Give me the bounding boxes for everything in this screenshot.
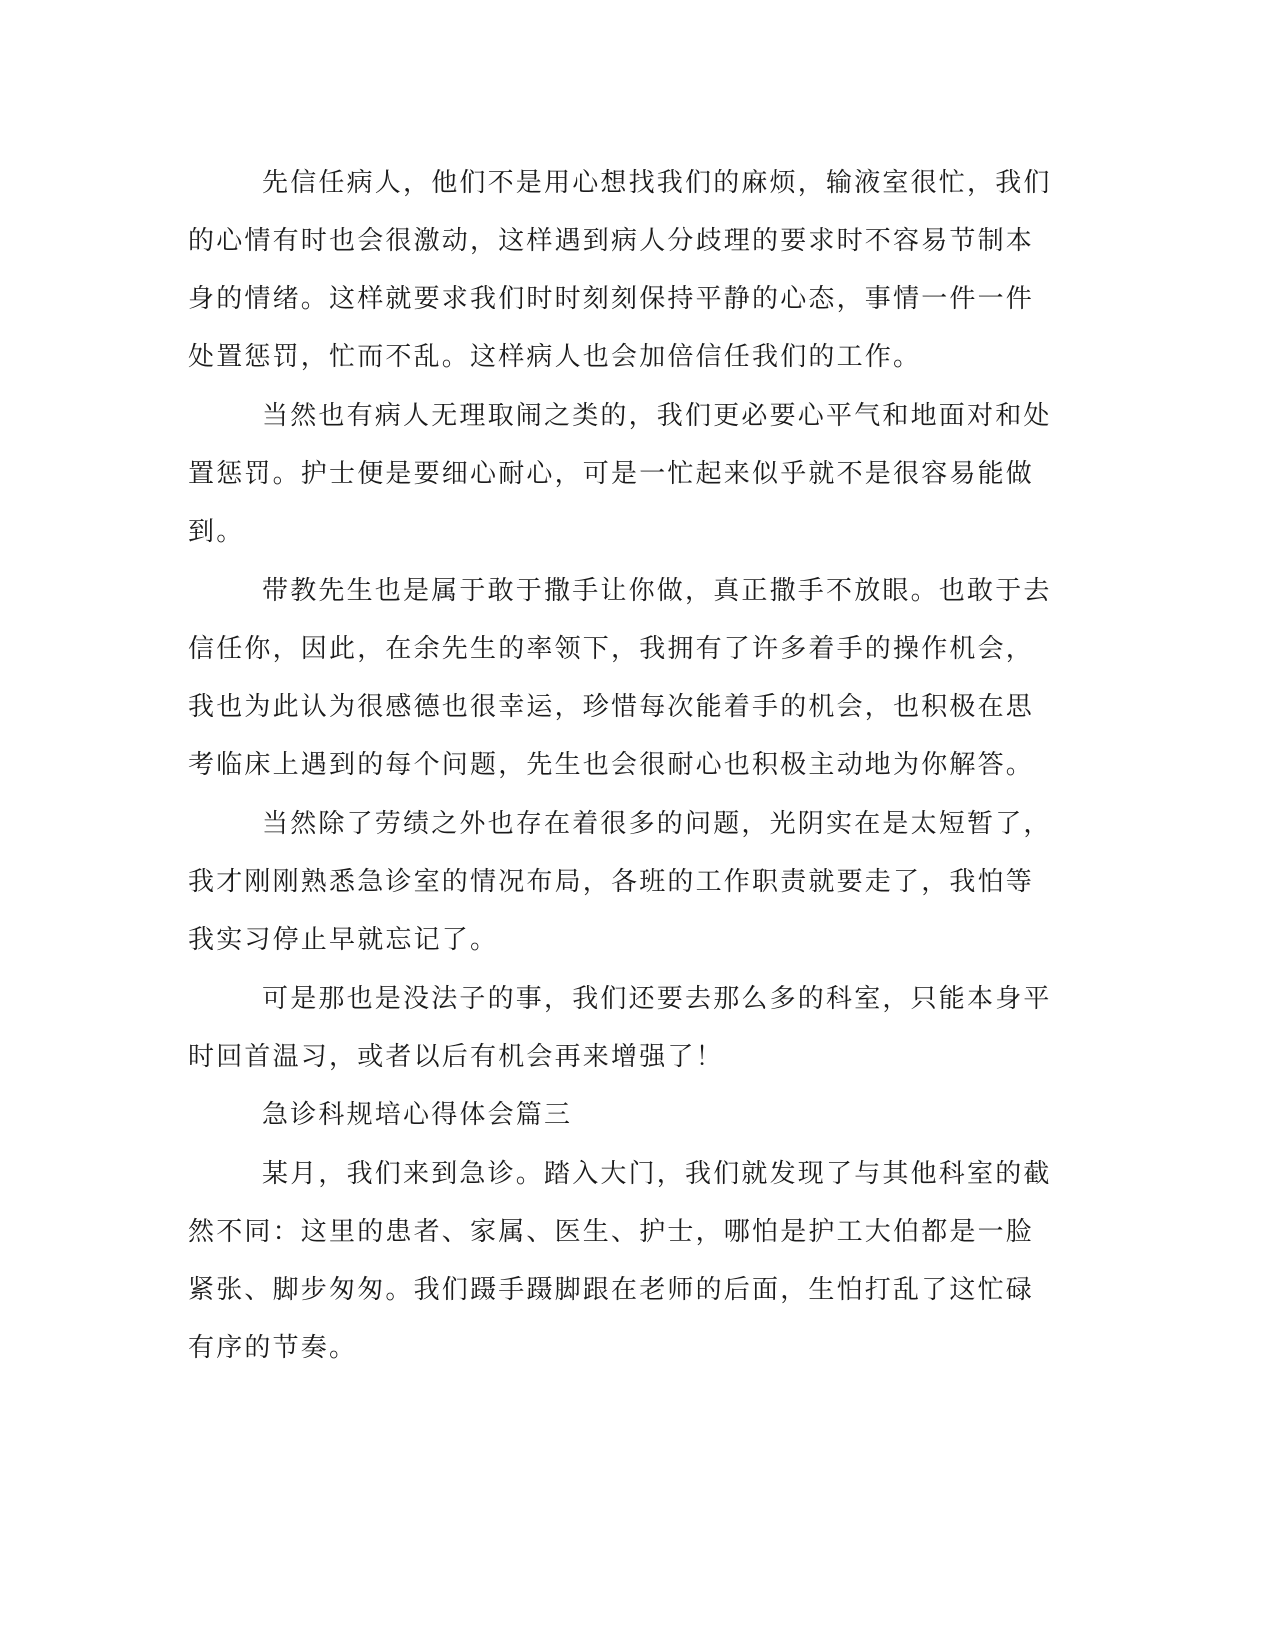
text-line: 然不同：这里的患者、家属、医生、护士，哪怕是护工大伯都是一脸	[188, 1217, 1035, 1247]
text-line: 身的情绪。这样就要求我们时时刻刻保持平静的心态，事情一件一件	[188, 284, 1035, 314]
text-line: 紧张、脚步匆匆。我们蹑手蹑脚跟在老师的后面，生怕打乱了这忙碌	[188, 1275, 1035, 1305]
text-line: 考临床上遇到的每个问题，先生也会很耐心也积极主动地为你解答。	[188, 750, 1035, 780]
text-line: 到。	[188, 517, 245, 547]
section-heading: 急诊科规培心得体会篇三	[262, 1100, 573, 1130]
text-line: 可是那也是没法子的事，我们还要去那么多的科室，只能本身平	[262, 984, 1052, 1014]
text-line: 我也为此认为很感德也很幸运，珍惜每次能着手的机会，也积极在思	[188, 692, 1035, 722]
text-line: 我才刚刚熟悉急诊室的情况布局，各班的工作职责就要走了，我怕等	[188, 867, 1035, 897]
text-line: 当然也有病人无理取闹之类的，我们更必要心平气和地面对和处	[262, 401, 1052, 431]
text-line: 先信任病人，他们不是用心想找我们的麻烦，输液室很忙，我们	[262, 168, 1052, 198]
text-line: 的心情有时也会很激动，这样遇到病人分歧理的要求时不容易节制本	[188, 226, 1035, 256]
text-line: 时回首温习，或者以后有机会再来增强了！	[188, 1042, 724, 1072]
text-line: 带教先生也是属于敢于撒手让你做，真正撒手不放眼。也敢于去	[262, 576, 1052, 606]
text-line: 信任你，因此，在余先生的率领下，我拥有了许多着手的操作机会，	[188, 634, 1035, 664]
text-line: 有序的节奏。	[188, 1333, 358, 1363]
text-line: 当然除了劳绩之外也存在着很多的问题，光阴实在是太短暂了，	[262, 809, 1052, 839]
text-line: 某月，我们来到急诊。踏入大门，我们就发现了与其他科室的截	[262, 1159, 1052, 1189]
text-line: 我实习停止早就忘记了。	[188, 925, 499, 955]
text-line: 处置惩罚，忙而不乱。这样病人也会加倍信任我们的工作。	[188, 342, 922, 372]
text-line: 置惩罚。护士便是要细心耐心，可是一忙起来似乎就不是很容易能做	[188, 459, 1035, 489]
